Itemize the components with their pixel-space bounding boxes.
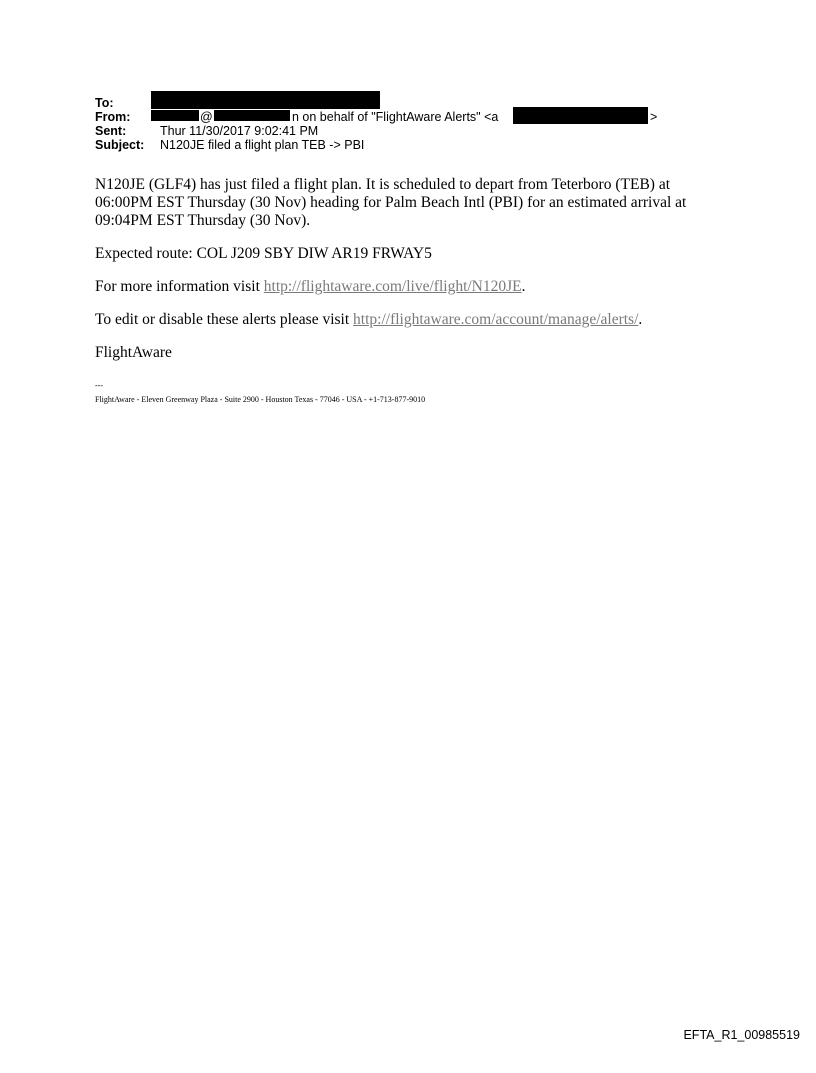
redaction-block (513, 107, 648, 124)
from-behalf-text: n on behalf of "FlightAware Alerts" <a (292, 110, 499, 124)
document-id: EFTA_R1_00985519 (683, 1028, 800, 1042)
flight-plan-paragraph: N120JE (GLF4) has just filed a flight plan. It is scheduled to depart from Teterboro (TEB) at 06:00PM EST Thursday (30 Nov) heading for Palm Beach Intl (PBI) for an estimated arrival at 09:04PM EST Thursday (30 Nov). (95, 176, 687, 229)
sent-value: Thur 11/30/2017 9:02:41 PM (160, 124, 319, 138)
subject-value: N120JE filed a flight plan TEB -> PBI (160, 138, 365, 152)
more-info-paragraph (95, 278, 725, 296)
manage-alerts-link[interactable]: http://flightaware.com/account/manage/alerts/ (353, 311, 639, 328)
signature: FlightAware (95, 344, 172, 361)
from-close-bracket: > (650, 110, 658, 124)
to-label: To: (95, 96, 114, 110)
redaction-block (214, 110, 290, 121)
redaction-block (151, 91, 380, 109)
signature-separator: --- (95, 381, 103, 390)
footer-address: FlightAware - Eleven Greenway Plaza - Suite 2900 - Houston Texas - 77046 - USA - +1-713-877-9010 (95, 395, 426, 404)
sent-label: Sent: (95, 124, 127, 138)
from-at-fragment: @ (200, 110, 213, 124)
email-body (95, 176, 725, 377)
edit-suffix: . (638, 311, 643, 328)
redaction-block (151, 110, 199, 121)
route-paragraph: Expected route: COL J209 SBY DIW AR19 FRWAY5 (95, 245, 432, 262)
edit-prefix: To edit or disable these alerts please visit (95, 311, 354, 328)
flight-link[interactable]: http://flightaware.com/live/flight/N120JE (263, 278, 522, 295)
from-label: From: (95, 110, 131, 124)
more-info-prefix: For more information visit (95, 278, 264, 295)
more-info-suffix: . (521, 278, 526, 295)
subject-label: Subject: (95, 138, 145, 152)
edit-alerts-paragraph (95, 311, 725, 329)
